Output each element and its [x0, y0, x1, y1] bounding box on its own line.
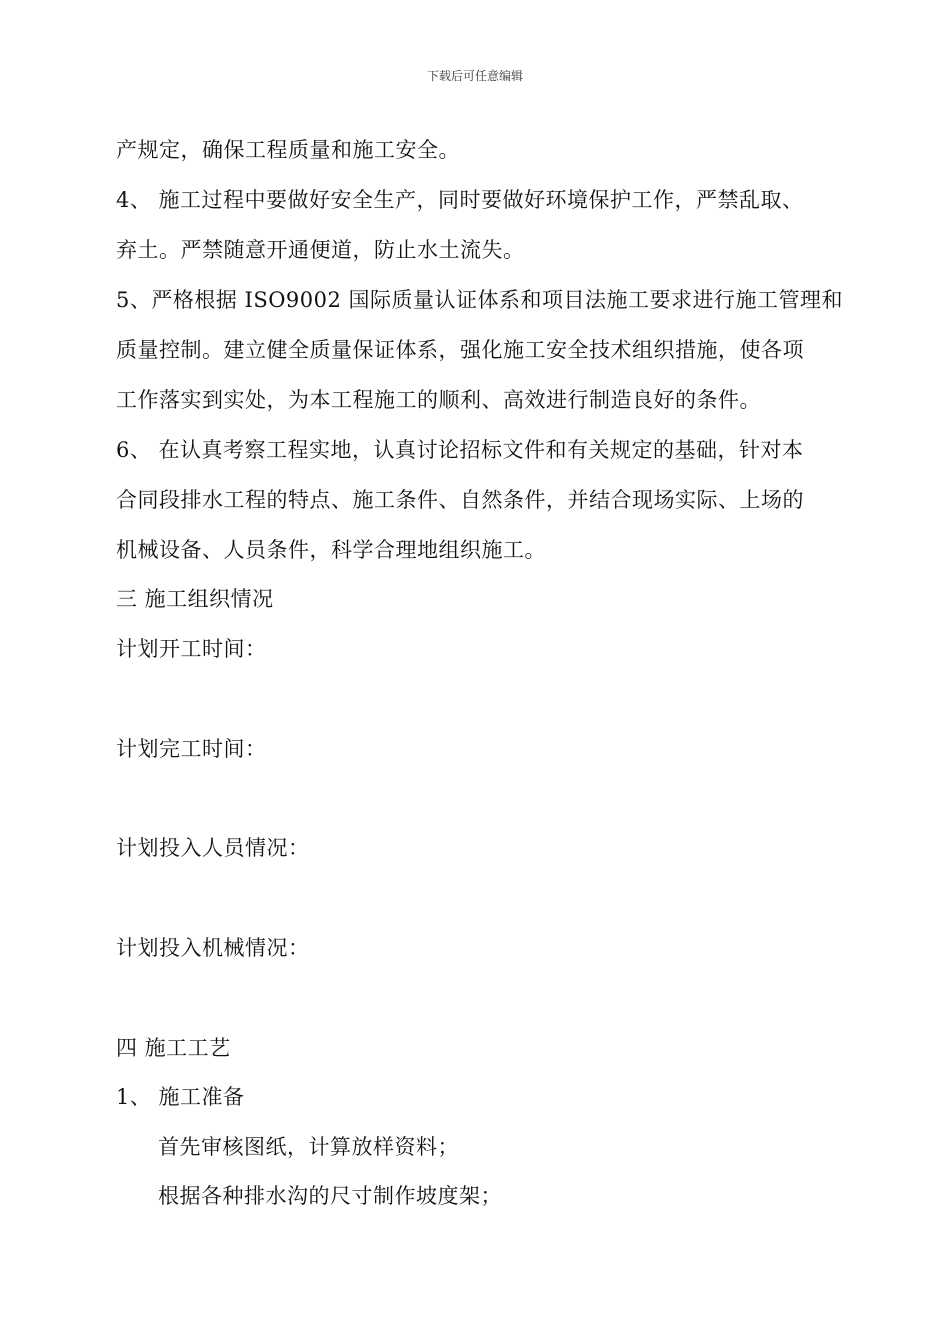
section-heading: 三 施工组织情况	[116, 587, 274, 611]
indented-line: 根据各种排水沟的尺寸制作坡度架；	[158, 1184, 502, 1208]
subsection-heading: 1、 施工准备	[116, 1085, 245, 1109]
paragraph-line: 弃土。严禁随意开通便道，防止水土流失。	[116, 238, 525, 262]
paragraph-line: 4、 施工过程中要做好安全生产，同时要做好环境保护工作，严禁乱取、	[116, 188, 804, 212]
field-label-machinery: 计划投入机械情况：	[116, 936, 310, 960]
paragraph-line: 5、严格根据 ISO9002 国际质量认证体系和项目法施工要求进行施工管理和	[116, 288, 844, 312]
indented-line: 首先审核图纸，计算放样资料；	[158, 1135, 459, 1159]
paragraph-line: 机械设备、人员条件，科学合理地组织施工。	[116, 538, 546, 562]
paragraph-line: 质量控制。建立健全质量保证体系，强化施工安全技术组织措施，使各项	[116, 338, 804, 362]
field-label-end-time: 计划完工时间：	[116, 737, 267, 761]
paragraph-line: 产规定，确保工程质量和施工安全。	[116, 138, 460, 162]
section-heading: 四 施工工艺	[116, 1036, 231, 1060]
paragraph-line: 工作落实到实处，为本工程施工的顺利、高效进行制造良好的条件。	[116, 388, 761, 412]
field-label-start-time: 计划开工时间：	[116, 637, 267, 661]
paragraph-line: 6、 在认真考察工程实地，认真讨论招标文件和有关规定的基础，针对本	[116, 438, 804, 462]
page-header-note: 下载后可任意编辑	[426, 69, 523, 83]
field-label-personnel: 计划投入人员情况：	[116, 836, 310, 860]
paragraph-line: 合同段排水工程的特点、施工条件、自然条件，并结合现场实际、上场的	[116, 488, 804, 512]
